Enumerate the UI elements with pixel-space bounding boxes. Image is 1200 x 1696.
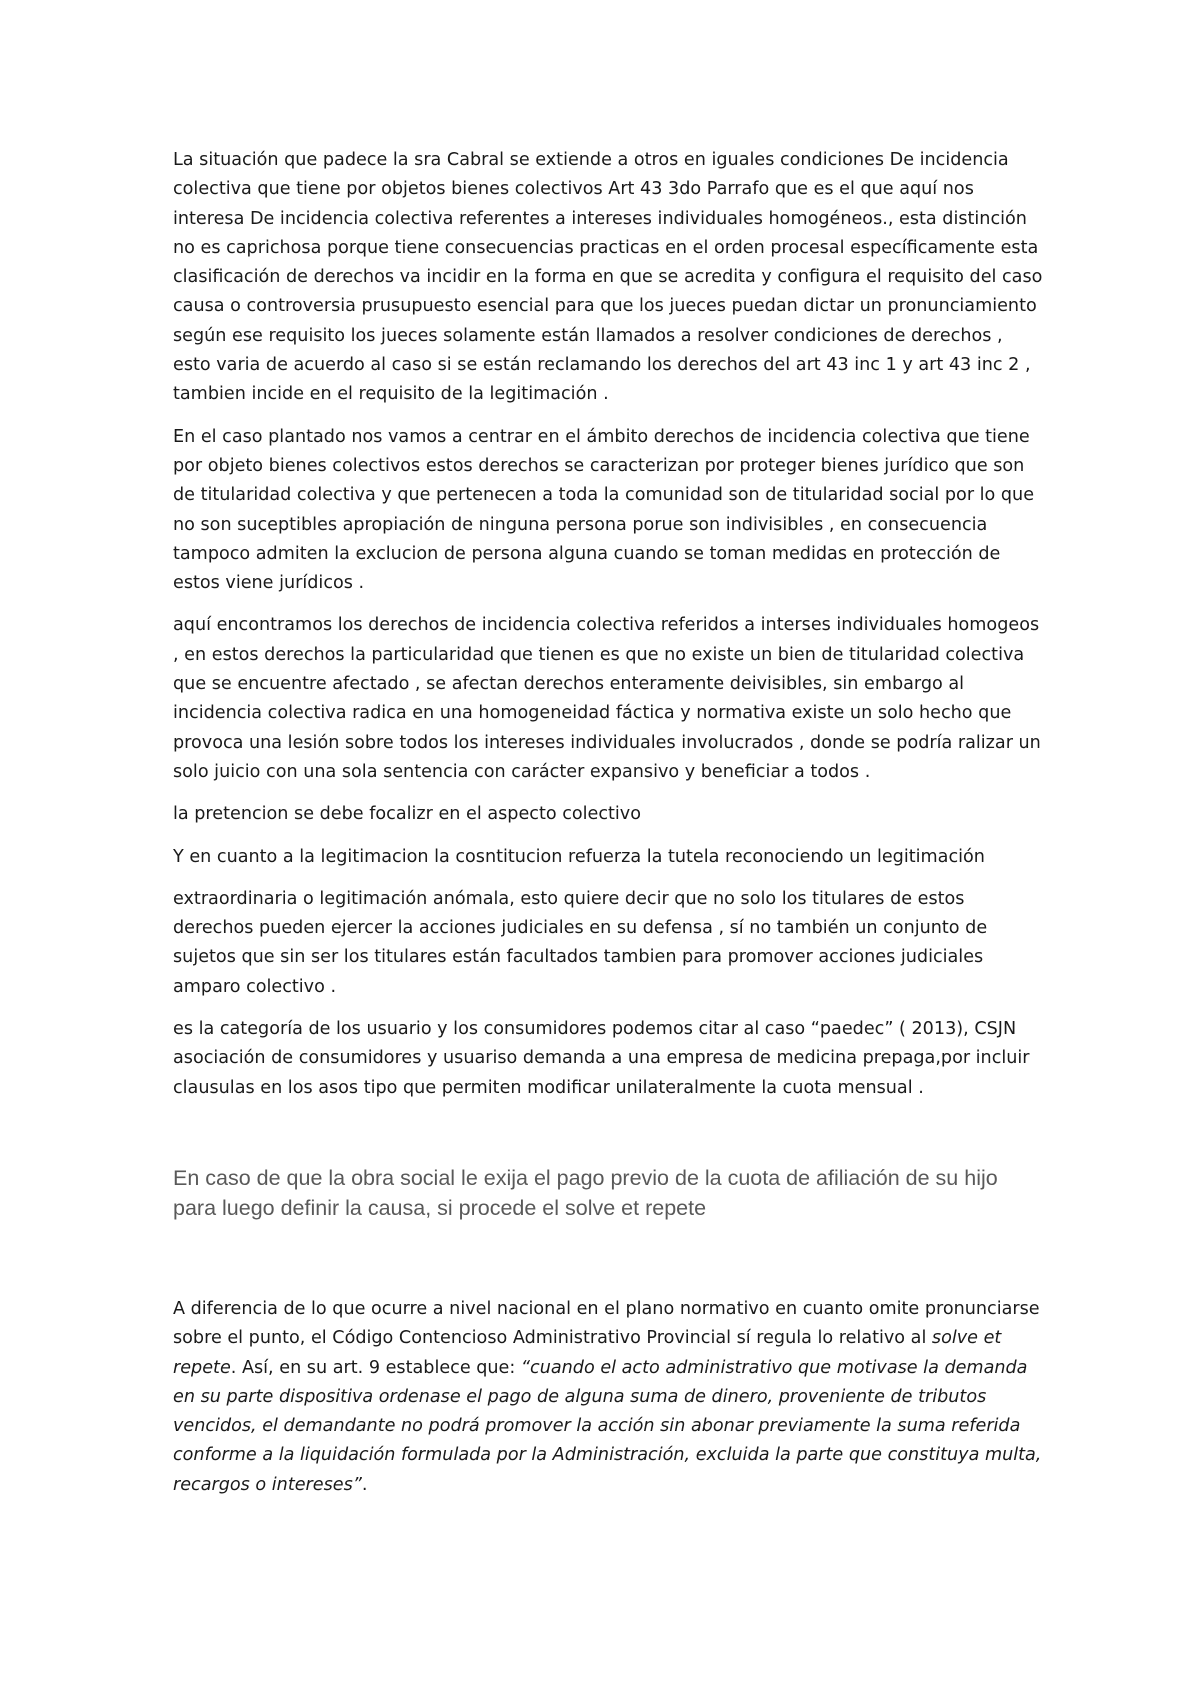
paragraph-6: extraordinaria o legitimación anómala, esto quiere decir que no solo los titulares de estos derechos pueden ejercer la acciones judiciales en su defensa , sí no también un conjunto de sujetos que sin ser los titulares están facultados tambien para promover acciones judiciales amparo colectivo . bbox=[173, 888, 988, 997]
last-paragraph-quote: “cuando el acto administrativo que motivase la demanda en su parte dispositiva ordenase el pago de alguna suma de dinero, proveniente de tributos vencidos, el demandante no podrá promover la acción sin abonar previamente la suma referida conforme a la liquidación formulada por la Administración, excluida la parte que constituya multa, recargos o intereses” bbox=[173, 1357, 1042, 1495]
paragraph-7: es la categoría de los usuario y los consumidores podemos citar al caso “paedec” ( 2013), CSJN asociación de consumidores y usuariso demanda a una empresa de medicina prepaga,por incluir clausulas en los asos tipo que permiten modificar unilateralmente la cuota mensual . bbox=[173, 1019, 1030, 1098]
paragraph-4: la pretencion se debe focalizr en el aspecto colectivo bbox=[173, 804, 641, 825]
section-heading: En caso de que la obra social le exija el pago previo de la cuota de afiliación de su hijo para luego definir la causa, si procede el solve et repete bbox=[173, 1165, 998, 1220]
last-paragraph-italic-1: solve et repete bbox=[173, 1328, 1002, 1378]
paragraph-3: aquí encontramos los derechos de incidencia colectiva referidos a interses individuales homogeos , en estos derechos la particularidad que tienen es que no existe un bien de titularidad colectiva que se encuentre afectado , se afectan derechos enteramente deivisibles, sin embargo al incidencia colectiva radica en una homogeneidad fáctica y normativa existe un solo hecho que provoca una lesión sobre todos los intereses individuales involucrados , donde se podría ralizar un solo juicio con una sola sentencia con carácter expansivo y beneficiar a todos . bbox=[173, 615, 1041, 782]
last-paragraph-end: . bbox=[361, 1474, 368, 1495]
paragraph-5: Y en cuanto a la legitimacion la cosntitucion refuerza la tutela reconociendo un legitimación bbox=[173, 846, 985, 867]
last-paragraph-text-2: . Así, en su art. 9 establece que: bbox=[230, 1357, 521, 1378]
paragraph-solve-et-repete bbox=[173, 1295, 1043, 1500]
paragraph-1: La situación que padece la sra Cabral se extiende a otros en iguales condiciones De incidencia colectiva que tiene por objetos bienes colectivos Art 43 3do Parrafo que es el que aquí nos interesa De incidencia colectiva referentes a intereses individuales homogéneos., esta distinción no es caprichosa porque tiene consecuencias practicas en el orden procesal específicamente esta clasificación de derechos va incidir en la forma en que se acredita y configura el requisito del caso causa o controversia prusupuesto esencial para que los jueces puedan dictar un pronunciamiento según ese requisito los jueces solamente están llamados a resolver condiciones de derechos , esto varia de acuerdo al caso si se están reclamando los derechos del art 43 inc 1 y art 43 inc 2 , tambien incide en el requisito de la legitimación . bbox=[173, 150, 1043, 405]
last-paragraph-text-1: A diferencia de lo que ocurre a nivel nacional en el plano normativo en cuanto omite pronunciarse sobre el punto, el Código Contencioso Administrativo Provincial sí regula lo relativo al bbox=[173, 1298, 1040, 1349]
document-body bbox=[173, 146, 1043, 1500]
paragraph-2: En el caso plantado nos vamos a centrar en el ámbito derechos de incidencia colectiva que tiene por objeto bienes colectivos estos derechos se caracterizan por proteger bienes jurídico que son de titularidad colectiva y que pertenecen a toda la comunidad son de titularidad social por lo que no son suceptibles apropiación de ninguna persona porue son indivisibles , en consecuencia tampoco admiten la exclucion de persona alguna cuando se toman medidas en protección de estos viene jurídicos . bbox=[173, 426, 1035, 594]
